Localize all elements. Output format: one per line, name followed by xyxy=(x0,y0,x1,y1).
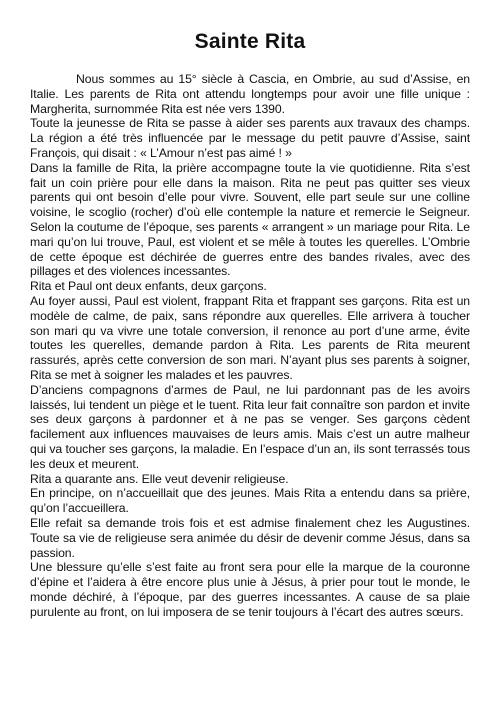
page-title: Sainte Rita xyxy=(194,30,306,53)
document-body xyxy=(30,72,470,619)
paragraph: D’anciens compagnons d’armes de Paul, ne lui pardonnant pas de les avoirs laissés, lui tendent un piège et le tuent. Rita leur fait connaître son pardon et invite ses deux garçons à pardonner et à ne pas se venger. Ses garçons cèdent facilement aux influences mauvaises de leurs amis. Mais c’est un autre malheur qui va toucher ses garçons, la maladie. En l’espace d’un an, ils sont terrassés tous les deux et meurent. xyxy=(30,382,470,471)
paragraph: Dans la famille de Rita, la prière accompagne toute la vie quotidienne. Rita s’est fait un coin prière pour elle dans la maison. Rita ne peut pas quitter ses vieux parents qui ont besoin d’elle pour vivre. Souvent, elle part seule sur une colline voisine, le scoglio (rocher) d’où elle contemple la nature et remercie le Seigneur. Selon la coutume de l’époque, ses parents « arrangent » un mariage pour Rita. Le mari qu’on lui trouve, Paul, est violent et se mêle à toutes les querelles. L’Ombrie de cette époque est déchirée de guerres entre des bandes rivales, avec des pillages et des violences incessantes. xyxy=(30,160,470,279)
paragraph: Nous sommes au 15° siècle à Cascia, en Ombrie, au sud d’Assise, en Italie. Les parents de Rita ont attendu longtemps pour avoir une fille unique : Margherita, surnommée Rita est née vers 1390. xyxy=(30,72,470,116)
paragraph: Rita a quarante ans. Elle veut devenir religieuse. xyxy=(30,471,289,486)
paragraph: Une blessure qu’elle s’est faite au front sera pour elle la marque de la couronne d’épine et l’aidera à être encore plus unie à Jésus, à prier pour tout le monde, le monde déchiré, à l’époque, par des guerres incessantes. A cause de sa plaie purulente au front, on lui imposera de se tenir toujours à l’écart des autres sœurs. xyxy=(30,560,470,619)
paragraph: Rita et Paul ont deux enfants, deux garçons. xyxy=(30,279,267,294)
paragraph: Toute la jeunesse de Rita se passe à aider ses parents aux travaux des champs. La région a été très influencée par le message du petit pauvre d’Assise, saint François, qui disait : « L’Amour n’est pas aimé ! » xyxy=(30,116,470,160)
paragraph: Au foyer aussi, Paul est violent, frappant Rita et frappant ses garçons. Rita est un modèle de calme, de paix, sans répondre aux querelles. Elle arrivera à toucher son mari qu va vivre une totale conversion, il renonce au port d’une arme, évite toutes les querelles, demande pardon à Rita. Les parents de Rita meurent rassurés, après cette conversion de son mari. N’ayant plus ses parents à soigner, Rita se met à soigner les malades et les pauvres. xyxy=(30,293,470,382)
paragraph: Elle refait sa demande trois fois et est admise finalement chez les Augustines. Toute sa vie de religieuse sera animée du désir de devenir comme Jésus, dans sa passion. xyxy=(30,515,470,560)
paragraph: En principe, on n’accueillait que des jeunes. Mais Rita a entendu dans sa prière, qu’on l’accueillera. xyxy=(30,486,470,516)
